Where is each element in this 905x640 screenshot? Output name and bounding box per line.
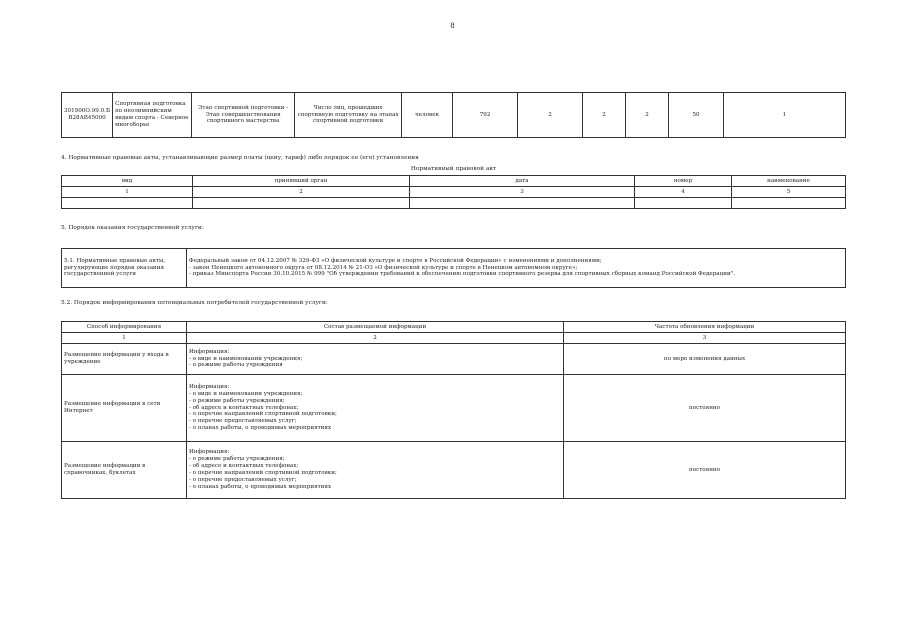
legal-acts-table [61, 175, 846, 209]
frequency-cell: постоянно [564, 375, 846, 442]
frequency-cell: по мере изменения данных [564, 344, 846, 375]
content-line: - о виде и наименовании учреждения; [189, 390, 303, 397]
table-row [62, 249, 846, 288]
col-num: 3 [410, 187, 635, 198]
col-header-authority: принявший орган [193, 176, 410, 187]
col-num: 5 [732, 187, 846, 198]
content-cell [187, 375, 564, 442]
regulation-label: 5.1. Нормативные правовые акты, регулирующие порядок оказания государственной услуги [62, 249, 187, 288]
table-row [62, 187, 846, 198]
col-header-frequency: Частота обновления информации [564, 322, 846, 333]
section-4-heading: 4. Нормативные правовые акты, устанавливающие размер платы (цену, тариф) либо порядок ее (его) установления [61, 155, 419, 161]
table-header-row [62, 322, 846, 333]
empty-cell [193, 198, 410, 209]
col-num: 2 [193, 187, 410, 198]
table-row [62, 333, 846, 344]
informing-table [61, 321, 846, 499]
section-5-2-heading: 5.2. Порядок информирования потенциальных потребителей государственной услуги: [61, 300, 328, 306]
section-4-table-title: Нормативный правовой акт [410, 166, 497, 172]
unit-name: человек [402, 93, 453, 138]
regulation-acts [187, 249, 846, 288]
col-num: 1 [62, 187, 193, 198]
regulation-line: - закон Ненецкого автономного округа от 08.12.2014 № 21-ОЗ «О физической культуре и спорте в Ненецком автономном округе»; [189, 264, 578, 271]
method-cell: Размещение информации в справочниках, буклетах [62, 442, 187, 499]
value-2: 2 [583, 93, 626, 138]
content-line: - о перечне направлений спортивной подготовки; [189, 470, 337, 476]
method-cell: Размещение информации у входа в учреждение [62, 344, 187, 375]
section-5-heading: 5. Порядок оказания государственной услуги: [61, 225, 204, 231]
value-3: 2 [626, 93, 669, 138]
empty-cell [410, 198, 635, 209]
content-line: Информация: [189, 348, 230, 355]
content-line: Информация: [189, 449, 230, 456]
table-row [62, 375, 846, 442]
table-header-row [62, 176, 846, 187]
col-header-date: дата [410, 176, 635, 187]
content-cell [187, 442, 564, 499]
content-line: - о планах работы, о проводимых мероприятиях [189, 425, 332, 432]
service-name: Спортивная подготовка по неолимпийским видам спорта - Северное многоборье [113, 93, 192, 138]
regulation-table [61, 248, 846, 288]
col-header-title: наименование [732, 176, 846, 187]
okei-code: 792 [453, 93, 518, 138]
stage-name: Этап спортивной подготовки - Этап совершенствования спортивного мастерства [192, 93, 295, 138]
table-row [62, 442, 846, 499]
content-line: - о перечне предоставляемых услуг; [189, 418, 297, 425]
content-line: - о планах работы, о проводимых мероприятиях [189, 483, 332, 490]
indicator-name: Число лиц, прошедших спортивную подготовку на этапах спортивной подготовки [295, 93, 402, 138]
method-cell: Размещение информации в сети Интернет [62, 375, 187, 442]
deviation-absolute: 1 [724, 93, 846, 138]
col-header-content: Состав размещаемой информации [187, 322, 564, 333]
col-header-type: вид [62, 176, 193, 187]
content-line: - о перечне предоставляемых услуг; [189, 476, 297, 483]
content-line: - об адресе и контактных телефонах; [189, 463, 299, 470]
empty-cell [62, 198, 193, 209]
value-1: 2 [518, 93, 583, 138]
col-num: 3 [564, 333, 846, 344]
deviation-percent: 50 [669, 93, 724, 138]
col-header-number: номер [635, 176, 732, 187]
content-line: - о перечне направлений спортивной подготовки; [189, 411, 337, 418]
content-line: - о режиме работы учреждения; [189, 456, 285, 463]
table-row [62, 344, 846, 375]
page-number: 8 [450, 22, 455, 30]
empty-cell [635, 198, 732, 209]
content-line: - о виде и наименовании учреждения; [189, 355, 303, 362]
empty-cell [732, 198, 846, 209]
table-row [62, 198, 846, 209]
registry-row-table [61, 92, 846, 138]
regulation-line: Федеральный закон от 04.12.2007 № 329-ФЗ «О физической культуре и спорте в Российской Федерации» с изменениями и дополнениями; [189, 257, 602, 264]
col-num: 4 [635, 187, 732, 198]
table-row [62, 93, 846, 138]
col-num: 2 [187, 333, 564, 344]
regulation-line: - приказ Минспорта России 30.10.2015 № 999 "Об утверждении требований к обеспечению подготовки спортивного резерва для спортивных сборных команд Российской Федерации". [189, 271, 736, 278]
col-num: 1 [62, 333, 187, 344]
content-line: - о режиме работы учреждения; [189, 397, 285, 404]
col-header-method: Способ информирования [62, 322, 187, 333]
content-cell [187, 344, 564, 375]
frequency-cell: постоянно [564, 442, 846, 499]
content-line: Информация: [189, 383, 230, 390]
registry-code: 301900О.99.0.Б В28АВ45000 [62, 93, 113, 138]
content-line: - о режиме работы учреждения [189, 362, 283, 369]
content-line: - об адресе и контактных телефонах; [189, 404, 299, 411]
